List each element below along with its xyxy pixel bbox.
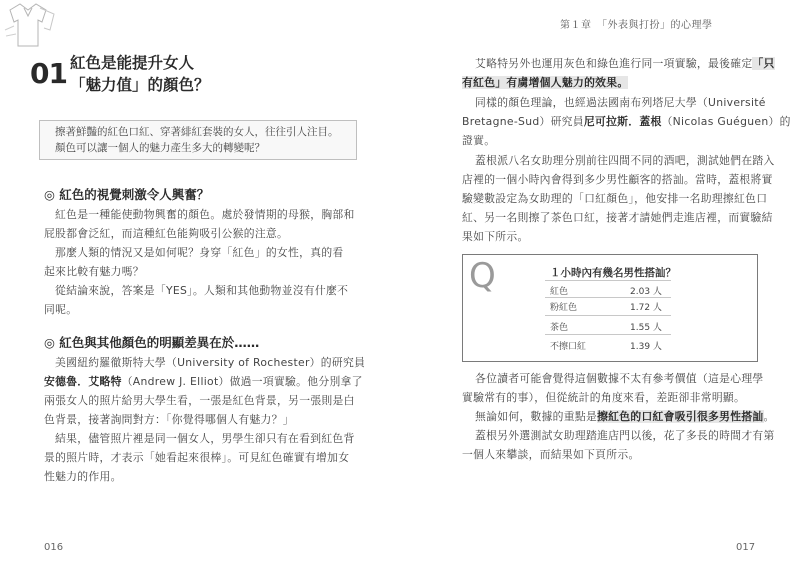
paragraph-line: 同呢。 [44,303,78,316]
table-row-value: 1.72 人 [630,303,662,313]
chapter-title-line1: 紅色是能提升女人 [70,54,195,72]
paragraph-line: 果如下所示。 [462,230,529,243]
section-heading [44,185,209,203]
paragraph-line: 紅、另一名則擦了茶色口紅，接著才請她們走進店裡，而實驗結 [462,211,773,224]
section-marker: ◎ [44,335,55,350]
paragraph-text: （Nicolas Guéguen）的 [661,115,791,128]
table-row-value: 2.03 人 [630,287,662,297]
section-heading [44,333,259,351]
paragraph-line: 性魅力的作用。 [44,470,122,483]
page-number-left: 016 [44,542,64,553]
chapter-number: 01 [30,57,67,90]
table-row-label: 不擦口紅 [550,342,587,352]
table-divider [545,280,671,281]
paragraph-line: 證實。 [462,134,496,147]
highlight-text: 「只 [752,57,775,70]
table-row-value: 1.39 人 [630,342,662,352]
paragraph-line: 各位讀者可能會覺得這個數據不太有參考價值（這是心理學 [475,372,764,385]
highlight-text: 有紅色」有虜增個人魅力的效果。 [462,76,629,89]
paragraph-line: 那麼人類的情況又是如何呢？身穿「紅色」的女性，真的看 [55,246,344,259]
running-header: 第１章 「外表與打扮」的心理學 [560,20,713,31]
chapter-title-line2: 「魅力值」的顏色？ [70,76,210,94]
paragraph-line: 同樣的顏色理論，也經過法國南布列塔尼大學（Université [475,96,766,109]
paragraph-line: 屁股都會泛紅，而這種紅色能夠吸引公猴的注意。 [44,227,289,240]
table-row-label: 茶色 [550,323,569,333]
paragraph-line: 兩張女人的照片給男大學生看，一張是紅色背景，另一張則是白 [44,394,355,407]
table-row-label: 紅色 [550,287,569,297]
paragraph-line: 一個人來攀談，而結果如下頁所示。 [462,448,640,461]
paragraph-line: 美國紐約羅徹斯特大學（University of Rochester）的研究員 [55,356,366,369]
table-divider [545,334,671,335]
paragraph-line: 紅色是一種能使動物興奮的顏色。處於發情期的母猴，胸部和 [55,208,355,221]
section-marker: ◎ [44,187,55,202]
paragraph-line [462,75,628,90]
table-row-label: 粉紅色 [550,303,578,313]
intro-line: 擦著鮮豔的紅色口紅、穿著緋紅套裝的女人，往往引人注目。 [55,126,339,138]
paragraph-text: 。 [763,410,775,423]
section-heading-text: 紅色的視覺刺激令人興奮？ [59,187,210,202]
researcher-name: 尼可拉斯．蓋根 [583,115,662,128]
paragraph-line [44,374,363,389]
quiz-title: １小時內有幾名男性搭訕？ [550,267,676,279]
highlight-text: 擦紅色的口紅會吸引很多男性搭訕 [597,410,764,423]
paragraph-line: 店裡的一個小時內會得到多少男性顧客的搭訕。當時，蓋根將實 [462,173,773,186]
paragraph-line: 蓋根另外選測試女助理踏進店門以後，花了多長的時間才有第 [475,429,775,442]
clothing-sketch-illustration [2,0,62,52]
section-heading-text: 紅色與其他顏色的明顯差異在於…… [59,335,260,350]
paragraph-line [475,409,775,424]
chapter-title [70,52,210,96]
page-number-right: 017 [736,542,756,553]
paragraph-text: 艾略特另外也運用灰色和綠色進行同一項實驗，最後確定 [475,57,753,70]
table-divider [545,297,671,298]
paragraph-line: 結果，儘管照片裡是同一個女人，男學生卻只有在看到紅色背 [55,432,355,445]
paragraph-line: 起來比較有魅力嗎？ [44,265,144,278]
intro-line: 顏色可以讓一個人的魅力產生多大的轉變呢？ [55,142,265,154]
paragraph-line: 從結論來說，答案是「YES」。人類和其他動物並沒有什麼不 [55,284,349,297]
table-divider [545,315,671,316]
paragraph-line [462,114,791,129]
paragraph-text: （Andrew J. Elliot）做過一項實驗。他分別拿了 [121,375,363,388]
paragraph-line: 色背景，接著詢問對方：「你覺得哪個人有魅力？」 [44,413,294,426]
paragraph-line: 景的照片時，才表示「她看起來很棒」。可見紅色確實有增加女 [44,451,350,464]
paragraph-text: 無論如何，數據的重點是 [475,410,598,423]
paragraph-text: Bretagne-Sud）研究員 [462,115,584,128]
researcher-name: 安德魯．艾略特 [44,375,122,388]
paragraph-line: 蓋根派八名女助理分別前往四間不同的酒吧，測試她們在踏入 [475,154,775,167]
table-row-value: 1.55 人 [630,323,662,333]
question-mark-icon: Q [469,256,496,296]
paragraph-line: 實驗常有的事），但從統計的角度來看，差距卻非常明顯。 [462,391,746,404]
paragraph-line [475,56,775,71]
paragraph-line: 驗變數設定為女助理的「口紅顏色」，他安排一名助理擦紅色口 [462,192,768,205]
